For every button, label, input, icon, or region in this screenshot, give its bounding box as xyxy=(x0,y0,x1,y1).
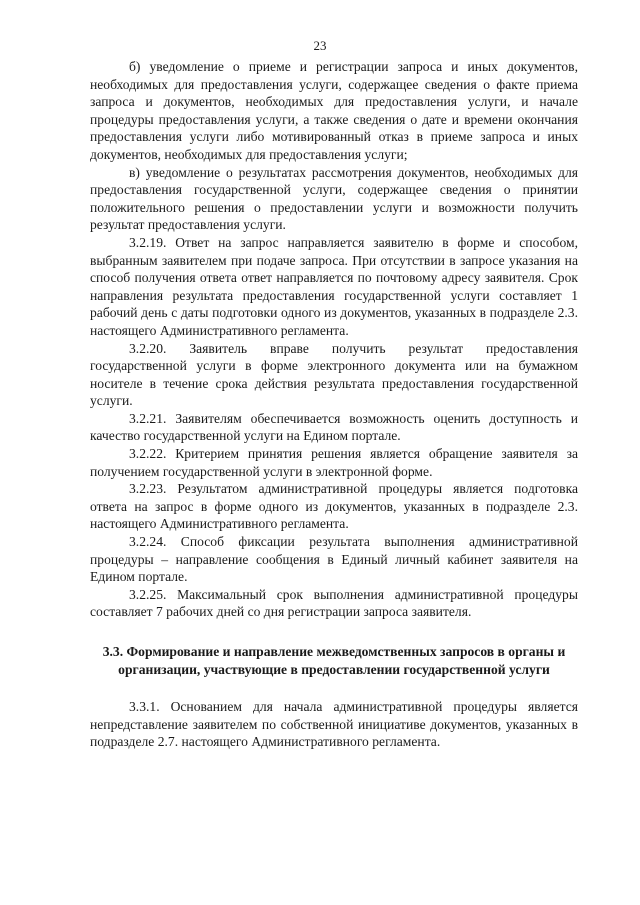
document-body xyxy=(90,58,578,751)
paragraph-v: в) уведомление о результатах рассмотрения документов, необходимых для предоставления государственной услуги, содержащее сведения о принятии положительного решения о предоставлении услуги и возможности получить результат предоставления услуги. xyxy=(90,164,578,233)
page-number: 23 xyxy=(313,38,327,53)
paragraph-3-2-20: 3.2.20. Заявитель вправе получить результат предоставления государственной услуги в форме электронного документа или на бумажном носителе в течение срока действия результата предоставления государственной услуги. xyxy=(90,340,578,409)
paragraph-3-2-22: 3.2.22. Критерием принятия решения является обращение заявителя за получением государственной услуги в электронной форме. xyxy=(90,446,578,479)
paragraph-3-2-19: 3.2.19. Ответ на запрос направляется заявителю в форме и способом, выбранным заявителем при подаче запроса. При отсутствии в запросе указания на способ получения ответа ответ направляется по почтовому адресу заявителя. Срок направления результата предоставления государственной услуги составляет 1 рабочий день с даты подготовки одного из документов, указанных в подразделе 2.3. настоящего Административного регламента. xyxy=(90,234,578,338)
section-heading-3-3: 3.3. Формирование и направление межведомственных запросов в органы и организации, участвующие в предоставлении государственной услуги xyxy=(102,644,566,677)
paragraph-3-2-25: 3.2.25. Максимальный срок выполнения административной процедуры составляет 7 рабочих дней со дня регистрации запроса заявителя. xyxy=(90,586,578,620)
paragraph-3-2-21: 3.2.21. Заявителям обеспечивается возможность оценить доступность и качество государственной услуги на Едином портале. xyxy=(90,410,578,444)
paragraph-3-2-24: 3.2.24. Способ фиксации результата выполнения административной процедуры – направление сообщения в Единый личный кабинет заявителя на Едином портале. xyxy=(90,534,578,585)
paragraph-b: б) уведомление о приеме и регистрации запроса и иных документов, необходимых для предоставления услуги, содержащее сведения о факте приема запроса и документов, необходимых для предоставления услуги, и начале процедуры предоставления услуги, а также сведения о дате и времени окончания предоставления услуги либо мотивированный отказ в приеме запроса и иных документов, необходимых для предоставления услуги; xyxy=(90,59,578,162)
paragraph-3-2-23: 3.2.23. Результатом административной процедуры является подготовка ответа на запрос в форме одного из документов, указанных в подразделе 2.3. настоящего Административного регламента. xyxy=(90,481,578,532)
paragraph-3-3-1: 3.3.1. Основанием для начала административной процедуры является непредставление заявителем по собственной инициативе документов, указанных в подразделе 2.7. настоящего Административного регламента. xyxy=(90,699,578,750)
